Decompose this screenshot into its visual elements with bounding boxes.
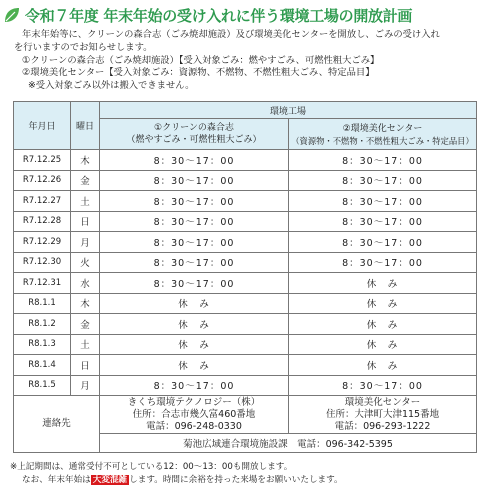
row-facility2: 8：30～17：00 — [289, 170, 477, 191]
intro-text — [14, 29, 476, 93]
row-day: 月 — [71, 232, 100, 253]
table-row — [14, 334, 477, 355]
row-facility2: 休 み — [289, 314, 477, 335]
footer-text: なお、年末年始は — [22, 475, 91, 485]
row-day: 日 — [71, 211, 100, 232]
row-date: R8.1.5 — [14, 375, 71, 396]
table-row — [14, 211, 477, 232]
row-facility2: 8：30～17：00 — [289, 211, 477, 232]
row-day: 土 — [71, 334, 100, 355]
footer-note — [10, 461, 480, 487]
contact1-address: 住所：合志市幾久富460番地 — [132, 408, 256, 420]
row-facility1: 休 み — [100, 334, 289, 355]
header-date: 年月日 — [14, 102, 71, 150]
contact1-name: きくち環境テクノロジー（株） — [127, 396, 261, 408]
footer-line1: ※上記期間は、通常受付不可としている12：00～13：00も開放します。 — [10, 462, 293, 472]
row-day: 土 — [71, 191, 100, 212]
row-facility2: 8：30～17：00 — [289, 232, 477, 253]
row-date: R7.12.29 — [14, 232, 71, 253]
facility1-intro: ①クリーンの森合志（ごみ焼却施設）【受入対象ごみ：燃やすごみ、可燃性粗大ごみ】 — [22, 54, 380, 66]
row-facility2: 休 み — [289, 334, 477, 355]
row-day: 木 — [71, 293, 100, 314]
row-facility1: 8：30～17：00 — [100, 170, 289, 191]
leaf-icon — [3, 6, 21, 24]
row-day: 金 — [71, 314, 100, 335]
table-row — [14, 273, 477, 294]
table-row — [14, 232, 477, 253]
header-group: 環境工場 — [100, 102, 477, 119]
row-facility1: 8：30～17：00 — [100, 375, 289, 396]
contact2-address: 住所：大津町大津115番地 — [325, 408, 440, 420]
table-row — [14, 355, 477, 376]
table-row — [14, 170, 477, 191]
row-date: R7.12.26 — [14, 170, 71, 191]
header-day: 曜日 — [71, 102, 100, 150]
row-facility1: 8：30～17：00 — [100, 252, 289, 273]
footer-line2 — [10, 474, 480, 487]
row-date: R8.1.4 — [14, 355, 71, 376]
title-text: 令和７年度 年末年始の受け入れに伴う環境工場の開放計画 — [25, 6, 413, 25]
contact-label: 連絡先 — [14, 396, 100, 453]
facility1-sub: （燃やすごみ・可燃性粗大ごみ） — [126, 135, 262, 145]
row-facility2: 8：30～17：00 — [289, 375, 477, 396]
facility2-intro: ②環境美化センター【受入対象ごみ：資源物、不燃物、不燃性粗大ごみ、特定品目】 — [22, 67, 375, 79]
contact-facility1 — [100, 396, 289, 434]
union-contact: 菊池広域連合環境施設課 電話：096-342-5395 — [100, 434, 477, 453]
row-facility2: 休 み — [289, 355, 477, 376]
row-date: R8.1.1 — [14, 293, 71, 314]
table-row — [14, 314, 477, 335]
row-date: R7.12.31 — [14, 273, 71, 294]
row-day: 火 — [71, 252, 100, 273]
contact2-name: 環境美化センター — [344, 396, 421, 408]
contact-row — [14, 396, 477, 434]
row-facility1: 8：30～17：00 — [100, 191, 289, 212]
row-facility1: 休 み — [100, 355, 289, 376]
facility2-name: ②環境美化センター — [342, 123, 423, 134]
row-facility1: 8：30～17：00 — [100, 273, 289, 294]
row-date: R8.1.3 — [14, 334, 71, 355]
row-facility2: 休 み — [289, 293, 477, 314]
row-facility1: 8：30～17：00 — [100, 150, 289, 171]
row-date: R7.12.28 — [14, 211, 71, 232]
row-day: 水 — [71, 273, 100, 294]
contact1-phone: 電話：096-248-0330 — [146, 420, 242, 432]
table-row — [14, 191, 477, 212]
row-facility1: 8：30～17：00 — [100, 232, 289, 253]
contact-facility2 — [289, 396, 477, 434]
table-row — [14, 375, 477, 396]
row-facility2: 8：30～17：00 — [289, 150, 477, 171]
table-row — [14, 293, 477, 314]
row-day: 日 — [71, 355, 100, 376]
header-facility1 — [100, 119, 289, 150]
header-facility2 — [289, 119, 477, 150]
crowded-badge: 大変混雑 — [92, 475, 128, 485]
contact2-phone: 電話：096-293-1222 — [334, 420, 431, 432]
facility2-sub: （資源物・不燃物・不燃性粗大ごみ・特定品目） — [291, 135, 474, 146]
table-row — [14, 150, 477, 171]
row-facility2: 休 み — [289, 273, 477, 294]
table-row — [14, 252, 477, 273]
row-facility1: 休 み — [100, 293, 289, 314]
row-date: R8.1.2 — [14, 314, 71, 335]
row-facility2: 8：30～17：00 — [289, 252, 477, 273]
row-facility1: 休 み — [100, 314, 289, 335]
row-day: 木 — [71, 150, 100, 171]
row-date: R7.12.25 — [14, 150, 71, 171]
row-date: R7.12.30 — [14, 252, 71, 273]
intro-note: ※受入対象ごみ以外は搬入できません。 — [28, 80, 195, 92]
row-day: 月 — [71, 375, 100, 396]
row-date: R7.12.27 — [14, 191, 71, 212]
schedule-table — [13, 101, 477, 453]
page-title — [3, 3, 412, 27]
row-facility1: 8：30～17：00 — [100, 211, 289, 232]
row-facility2: 8：30～17：00 — [289, 191, 477, 212]
facility1-name: ①クリーンの森合志 — [154, 123, 234, 133]
intro-line: を行いますのでお知らせします。 — [14, 41, 153, 53]
footer-text: します。時間に余裕を持った来場をお願いいたします。 — [129, 475, 343, 485]
row-day: 金 — [71, 170, 100, 191]
intro-line: 年末年始等に、クリーンの森合志（ごみ焼却施設）及び環境美化センターを開放し、ごみの受け入れ — [22, 29, 440, 40]
